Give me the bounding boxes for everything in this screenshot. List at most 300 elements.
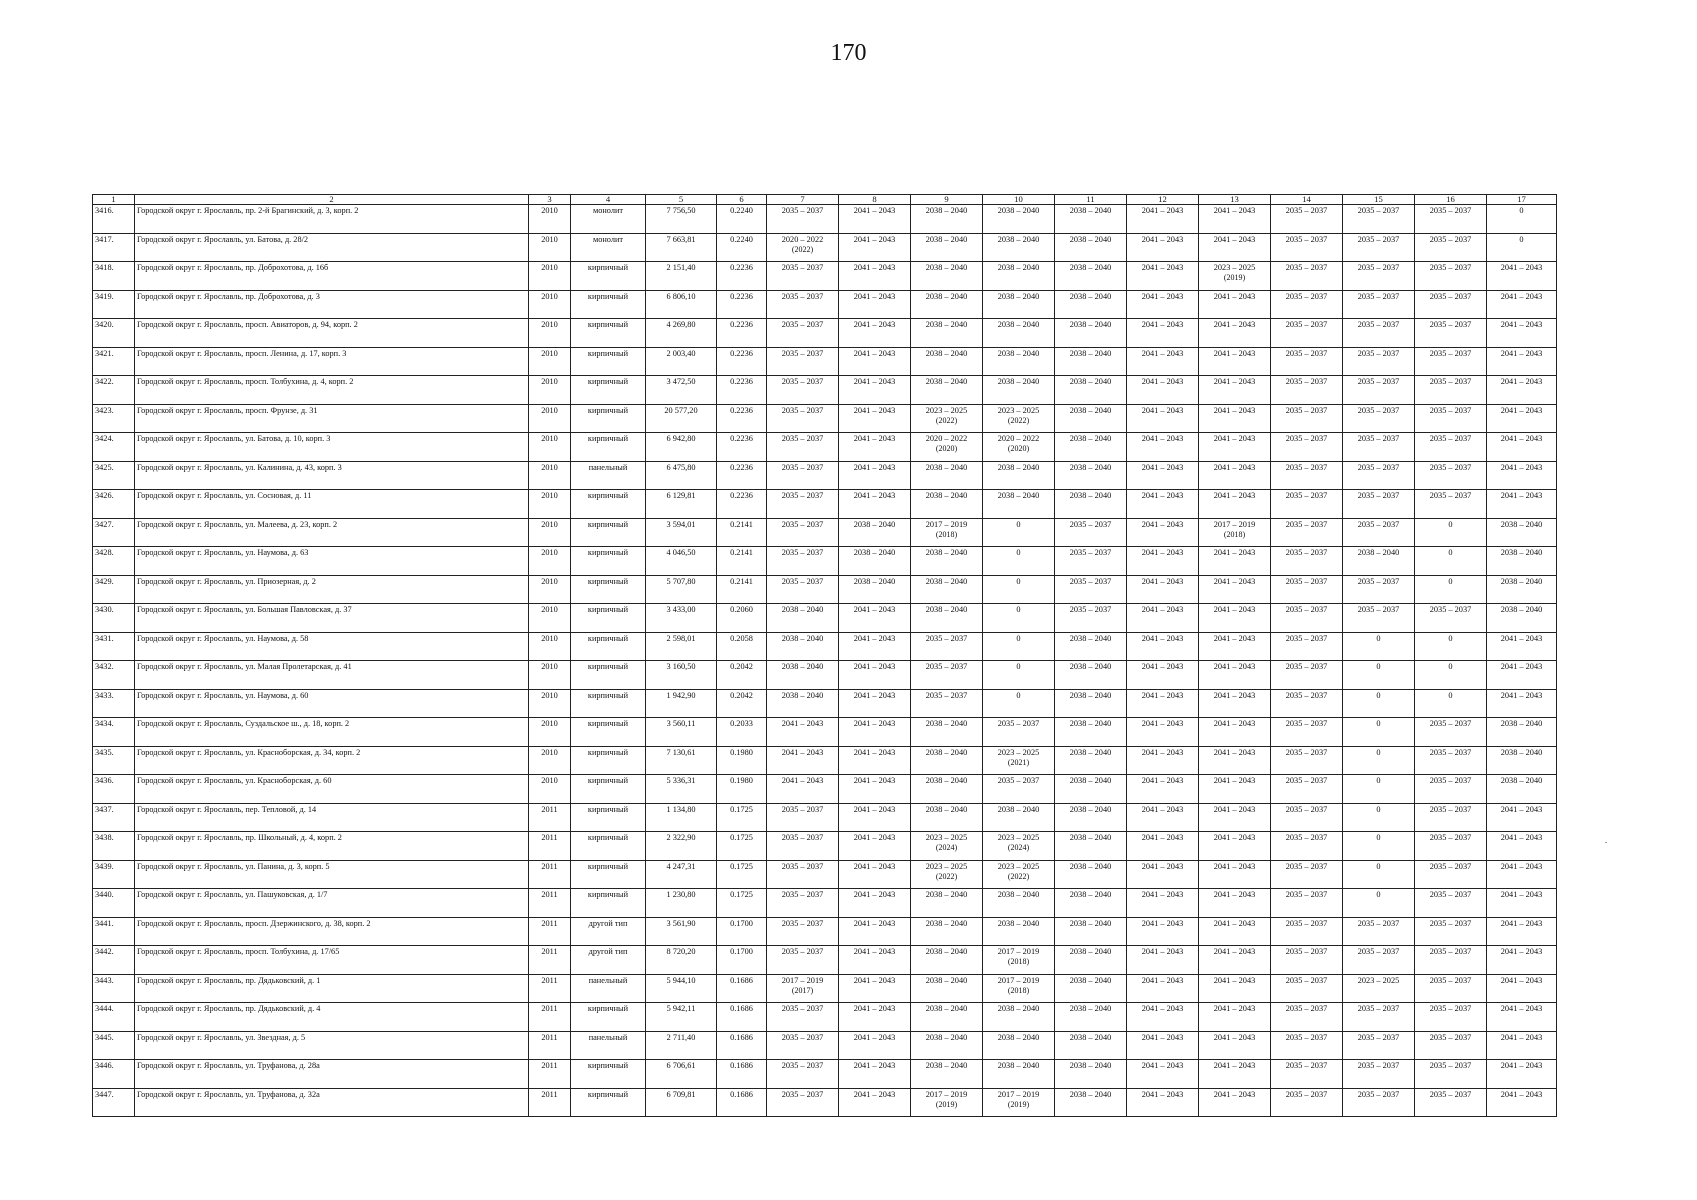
period-col-7: 2035 – 2037 xyxy=(767,1088,839,1117)
period-col-12: 2041 – 2043 xyxy=(1127,490,1199,519)
row-number: 3421. xyxy=(93,347,135,376)
coefficient: 0.1686 xyxy=(717,974,767,1003)
period-col-8: 2041 – 2043 xyxy=(839,1031,911,1060)
period-col-7: 2041 – 2043 xyxy=(767,775,839,804)
period-col-17: 2038 – 2040 xyxy=(1487,547,1557,576)
row-number: 3432. xyxy=(93,661,135,690)
build-year: 2010 xyxy=(529,775,571,804)
period-col-12: 2041 – 2043 xyxy=(1127,604,1199,633)
area: 6 709,81 xyxy=(646,1088,717,1117)
address: Городской округ г. Ярославль, ул. Наумова, д. 58 xyxy=(135,632,529,661)
period-col-7: 2035 – 2037 xyxy=(767,376,839,405)
period-col-11: 2038 – 2040 xyxy=(1055,490,1127,519)
period-col-17: 2041 – 2043 xyxy=(1487,490,1557,519)
period-col-14: 2035 – 2037 xyxy=(1271,860,1343,889)
period-col-7: 2041 – 2043 xyxy=(767,718,839,747)
period-col-11: 2038 – 2040 xyxy=(1055,233,1127,262)
table-row xyxy=(93,746,1557,775)
column-header: 5 xyxy=(646,195,717,205)
build-year: 2010 xyxy=(529,262,571,291)
build-year: 2010 xyxy=(529,404,571,433)
period-col-10: 0 xyxy=(983,632,1055,661)
build-year: 2011 xyxy=(529,860,571,889)
period-col-16: 2035 – 2037 xyxy=(1415,917,1487,946)
row-number: 3436. xyxy=(93,775,135,804)
period-col-7: 2038 – 2040 xyxy=(767,661,839,690)
period-col-8: 2041 – 2043 xyxy=(839,604,911,633)
period-col-16: 2035 – 2037 xyxy=(1415,832,1487,861)
period-col-10: 2038 – 2040 xyxy=(983,490,1055,519)
period-col-14: 2035 – 2037 xyxy=(1271,205,1343,234)
period-col-7: 2035 – 2037 xyxy=(767,547,839,576)
period-col-10: 2017 – 2019 (2018) xyxy=(983,974,1055,1003)
period-col-9: 2035 – 2037 xyxy=(911,661,983,690)
period-col-15: 2035 – 2037 xyxy=(1343,917,1415,946)
row-number: 3425. xyxy=(93,461,135,490)
address: Городской округ г. Ярославль, пер. Тепловой, д. 14 xyxy=(135,803,529,832)
period-col-12: 2041 – 2043 xyxy=(1127,689,1199,718)
period-col-10: 2038 – 2040 xyxy=(983,1031,1055,1060)
housing-register-table xyxy=(92,194,1557,1117)
row-number: 3444. xyxy=(93,1003,135,1032)
period-col-14: 2035 – 2037 xyxy=(1271,604,1343,633)
coefficient: 0.2236 xyxy=(717,433,767,462)
period-col-7: 2035 – 2037 xyxy=(767,803,839,832)
wall-material: кирпичный xyxy=(571,490,646,519)
table-row xyxy=(93,1003,1557,1032)
period-col-16: 2035 – 2037 xyxy=(1415,1031,1487,1060)
wall-material: кирпичный xyxy=(571,404,646,433)
period-col-12: 2041 – 2043 xyxy=(1127,461,1199,490)
area: 7 756,50 xyxy=(646,205,717,234)
row-number: 3428. xyxy=(93,547,135,576)
area: 6 942,80 xyxy=(646,433,717,462)
period-col-13: 2041 – 2043 xyxy=(1199,718,1271,747)
period-col-16: 2035 – 2037 xyxy=(1415,376,1487,405)
area: 6 129,81 xyxy=(646,490,717,519)
build-year: 2011 xyxy=(529,946,571,975)
table-row xyxy=(93,832,1557,861)
address: Городской округ г. Ярославль, ул. Батова, д. 10, корп. 3 xyxy=(135,433,529,462)
period-col-7: 2035 – 2037 xyxy=(767,490,839,519)
address: Городской округ г. Ярославль, просп. Фрунзе, д. 31 xyxy=(135,404,529,433)
wall-material: кирпичный xyxy=(571,518,646,547)
row-number: 3430. xyxy=(93,604,135,633)
period-col-17: 2041 – 2043 xyxy=(1487,860,1557,889)
build-year: 2011 xyxy=(529,1060,571,1089)
period-col-9: 2038 – 2040 xyxy=(911,490,983,519)
area: 3 433,00 xyxy=(646,604,717,633)
period-col-14: 2035 – 2037 xyxy=(1271,290,1343,319)
table-row xyxy=(93,889,1557,918)
table-row xyxy=(93,1031,1557,1060)
period-col-17: 2041 – 2043 xyxy=(1487,803,1557,832)
period-col-14: 2035 – 2037 xyxy=(1271,718,1343,747)
coefficient: 0.2236 xyxy=(717,490,767,519)
coefficient: 0.1725 xyxy=(717,832,767,861)
address: Городской округ г. Ярославль, пр. 2-й Брагинский, д. 3, корп. 2 xyxy=(135,205,529,234)
period-col-9: 2038 – 2040 xyxy=(911,718,983,747)
period-col-9: 2017 – 2019 (2019) xyxy=(911,1088,983,1117)
row-number: 3422. xyxy=(93,376,135,405)
period-col-12: 2041 – 2043 xyxy=(1127,319,1199,348)
period-col-9: 2038 – 2040 xyxy=(911,461,983,490)
period-col-14: 2035 – 2037 xyxy=(1271,262,1343,291)
area: 6 806,10 xyxy=(646,290,717,319)
build-year: 2011 xyxy=(529,974,571,1003)
build-year: 2010 xyxy=(529,547,571,576)
coefficient: 0.1686 xyxy=(717,1031,767,1060)
period-col-13: 2041 – 2043 xyxy=(1199,860,1271,889)
row-number: 3423. xyxy=(93,404,135,433)
column-header: 16 xyxy=(1415,195,1487,205)
period-col-10: 2035 – 2037 xyxy=(983,718,1055,747)
wall-material: кирпичный xyxy=(571,290,646,319)
build-year: 2010 xyxy=(529,604,571,633)
period-col-13: 2041 – 2043 xyxy=(1199,290,1271,319)
period-col-10: 2038 – 2040 xyxy=(983,803,1055,832)
period-col-8: 2041 – 2043 xyxy=(839,746,911,775)
column-header: 9 xyxy=(911,195,983,205)
period-col-15: 2035 – 2037 xyxy=(1343,461,1415,490)
period-col-16: 0 xyxy=(1415,547,1487,576)
address: Городской округ г. Ярославль, ул. Красноборская, д. 60 xyxy=(135,775,529,804)
column-header: 3 xyxy=(529,195,571,205)
period-col-12: 2041 – 2043 xyxy=(1127,1003,1199,1032)
period-col-9: 2023 – 2025 (2022) xyxy=(911,404,983,433)
period-col-13: 2041 – 2043 xyxy=(1199,575,1271,604)
period-col-7: 2035 – 2037 xyxy=(767,262,839,291)
period-col-7: 2035 – 2037 xyxy=(767,1060,839,1089)
coefficient: 0.2141 xyxy=(717,575,767,604)
period-col-11: 2038 – 2040 xyxy=(1055,1060,1127,1089)
table-row xyxy=(93,604,1557,633)
period-col-15: 2038 – 2040 xyxy=(1343,547,1415,576)
period-col-11: 2035 – 2037 xyxy=(1055,518,1127,547)
period-col-9: 2038 – 2040 xyxy=(911,1060,983,1089)
period-col-16: 2035 – 2037 xyxy=(1415,974,1487,1003)
period-col-11: 2038 – 2040 xyxy=(1055,404,1127,433)
build-year: 2010 xyxy=(529,661,571,690)
address: Городской округ г. Ярославль, просп. Ленина, д. 17, корп. 3 xyxy=(135,347,529,376)
period-col-12: 2041 – 2043 xyxy=(1127,832,1199,861)
period-col-16: 2035 – 2037 xyxy=(1415,1003,1487,1032)
period-col-12: 2041 – 2043 xyxy=(1127,718,1199,747)
address: Городской округ г. Ярославль, просп. Дзержинского, д. 38, корп. 2 xyxy=(135,917,529,946)
row-number: 3442. xyxy=(93,946,135,975)
row-number: 3431. xyxy=(93,632,135,661)
period-col-17: 0 xyxy=(1487,233,1557,262)
period-col-16: 2035 – 2037 xyxy=(1415,775,1487,804)
coefficient: 0.2236 xyxy=(717,290,767,319)
table-row xyxy=(93,319,1557,348)
period-col-16: 2035 – 2037 xyxy=(1415,1060,1487,1089)
period-col-10: 2023 – 2025 (2021) xyxy=(983,746,1055,775)
period-col-13: 2041 – 2043 xyxy=(1199,1060,1271,1089)
period-col-8: 2041 – 2043 xyxy=(839,1060,911,1089)
row-number: 3419. xyxy=(93,290,135,319)
coefficient: 0.1725 xyxy=(717,860,767,889)
period-col-7: 2035 – 2037 xyxy=(767,404,839,433)
period-col-14: 2035 – 2037 xyxy=(1271,632,1343,661)
column-header: 13 xyxy=(1199,195,1271,205)
build-year: 2010 xyxy=(529,233,571,262)
period-col-16: 2035 – 2037 xyxy=(1415,889,1487,918)
column-header: 4 xyxy=(571,195,646,205)
period-col-10: 2038 – 2040 xyxy=(983,917,1055,946)
wall-material: кирпичный xyxy=(571,718,646,747)
period-col-8: 2041 – 2043 xyxy=(839,889,911,918)
period-col-8: 2041 – 2043 xyxy=(839,490,911,519)
period-col-12: 2041 – 2043 xyxy=(1127,233,1199,262)
column-number-row xyxy=(93,195,1557,205)
table-row xyxy=(93,632,1557,661)
build-year: 2011 xyxy=(529,1003,571,1032)
row-number: 3446. xyxy=(93,1060,135,1089)
address: Городской округ г. Ярославль, пр. Доброхотова, д. 16б xyxy=(135,262,529,291)
period-col-10: 0 xyxy=(983,547,1055,576)
period-col-9: 2038 – 2040 xyxy=(911,604,983,633)
period-col-14: 2035 – 2037 xyxy=(1271,1088,1343,1117)
address: Городской округ г. Ярославль, ул. Труфанова, д. 28а xyxy=(135,1060,529,1089)
period-col-17: 2038 – 2040 xyxy=(1487,775,1557,804)
table-row xyxy=(93,803,1557,832)
period-col-10: 2038 – 2040 xyxy=(983,461,1055,490)
table-header xyxy=(93,195,1557,205)
period-col-17: 2038 – 2040 xyxy=(1487,604,1557,633)
period-col-12: 2041 – 2043 xyxy=(1127,917,1199,946)
area: 2 711,40 xyxy=(646,1031,717,1060)
table-row xyxy=(93,917,1557,946)
period-col-9: 2038 – 2040 xyxy=(911,946,983,975)
period-col-15: 2035 – 2037 xyxy=(1343,490,1415,519)
address: Городской округ г. Ярославль, ул. Калинина, д. 43, корп. 3 xyxy=(135,461,529,490)
period-col-16: 2035 – 2037 xyxy=(1415,803,1487,832)
period-col-11: 2035 – 2037 xyxy=(1055,604,1127,633)
table-row xyxy=(93,1088,1557,1117)
build-year: 2010 xyxy=(529,347,571,376)
period-col-10: 0 xyxy=(983,604,1055,633)
period-col-15: 2023 – 2025 xyxy=(1343,974,1415,1003)
period-col-15: 2035 – 2037 xyxy=(1343,1060,1415,1089)
period-col-11: 2038 – 2040 xyxy=(1055,433,1127,462)
period-col-12: 2041 – 2043 xyxy=(1127,290,1199,319)
wall-material: кирпичный xyxy=(571,433,646,462)
period-col-12: 2041 – 2043 xyxy=(1127,347,1199,376)
period-col-11: 2038 – 2040 xyxy=(1055,632,1127,661)
period-col-13: 2041 – 2043 xyxy=(1199,319,1271,348)
period-col-16: 2035 – 2037 xyxy=(1415,490,1487,519)
area: 1 230,80 xyxy=(646,889,717,918)
period-col-15: 0 xyxy=(1343,718,1415,747)
coefficient: 0.2033 xyxy=(717,718,767,747)
period-col-7: 2035 – 2037 xyxy=(767,946,839,975)
period-col-10: 0 xyxy=(983,661,1055,690)
period-col-8: 2041 – 2043 xyxy=(839,974,911,1003)
period-col-15: 2035 – 2037 xyxy=(1343,205,1415,234)
period-col-14: 2035 – 2037 xyxy=(1271,518,1343,547)
period-col-13: 2041 – 2043 xyxy=(1199,746,1271,775)
period-col-10: 2038 – 2040 xyxy=(983,1060,1055,1089)
period-col-13: 2041 – 2043 xyxy=(1199,205,1271,234)
period-col-9: 2038 – 2040 xyxy=(911,746,983,775)
period-col-16: 2035 – 2037 xyxy=(1415,718,1487,747)
table-row xyxy=(93,347,1557,376)
period-col-8: 2041 – 2043 xyxy=(839,404,911,433)
period-col-17: 2041 – 2043 xyxy=(1487,689,1557,718)
area: 1 942,90 xyxy=(646,689,717,718)
build-year: 2010 xyxy=(529,689,571,718)
period-col-7: 2035 – 2037 xyxy=(767,1003,839,1032)
wall-material: панельный xyxy=(571,461,646,490)
period-col-16: 2035 – 2037 xyxy=(1415,946,1487,975)
build-year: 2010 xyxy=(529,376,571,405)
table-row xyxy=(93,575,1557,604)
address: Городской округ г. Ярославль, ул. Малеева, д. 23, корп. 2 xyxy=(135,518,529,547)
period-col-12: 2041 – 2043 xyxy=(1127,860,1199,889)
period-col-9: 2038 – 2040 xyxy=(911,233,983,262)
period-col-17: 2041 – 2043 xyxy=(1487,1088,1557,1117)
wall-material: кирпичный xyxy=(571,632,646,661)
period-col-15: 0 xyxy=(1343,632,1415,661)
period-col-15: 0 xyxy=(1343,661,1415,690)
period-col-13: 2041 – 2043 xyxy=(1199,974,1271,1003)
period-col-17: 2038 – 2040 xyxy=(1487,718,1557,747)
period-col-13: 2041 – 2043 xyxy=(1199,803,1271,832)
wall-material: кирпичный xyxy=(571,604,646,633)
period-col-9: 2038 – 2040 xyxy=(911,1003,983,1032)
period-col-9: 2035 – 2037 xyxy=(911,632,983,661)
period-col-8: 2041 – 2043 xyxy=(839,917,911,946)
period-col-14: 2035 – 2037 xyxy=(1271,461,1343,490)
period-col-9: 2038 – 2040 xyxy=(911,1031,983,1060)
period-col-17: 2038 – 2040 xyxy=(1487,575,1557,604)
table-row xyxy=(93,974,1557,1003)
area: 2 322,90 xyxy=(646,832,717,861)
period-col-12: 2041 – 2043 xyxy=(1127,661,1199,690)
period-col-14: 2035 – 2037 xyxy=(1271,803,1343,832)
period-col-15: 2035 – 2037 xyxy=(1343,1003,1415,1032)
period-col-16: 2035 – 2037 xyxy=(1415,233,1487,262)
address: Городской округ г. Ярославль, просп. Толбухина, д. 4, корп. 2 xyxy=(135,376,529,405)
period-col-16: 2035 – 2037 xyxy=(1415,205,1487,234)
period-col-14: 2035 – 2037 xyxy=(1271,490,1343,519)
coefficient: 0.1686 xyxy=(717,1060,767,1089)
row-number: 3416. xyxy=(93,205,135,234)
wall-material: кирпичный xyxy=(571,689,646,718)
period-col-9: 2038 – 2040 xyxy=(911,575,983,604)
address: Городской округ г. Ярославль, ул. Пашуковская, д. 1/7 xyxy=(135,889,529,918)
period-col-14: 2035 – 2037 xyxy=(1271,832,1343,861)
period-col-11: 2038 – 2040 xyxy=(1055,746,1127,775)
period-col-10: 2038 – 2040 xyxy=(983,262,1055,291)
build-year: 2011 xyxy=(529,889,571,918)
period-col-17: 2038 – 2040 xyxy=(1487,518,1557,547)
period-col-16: 2035 – 2037 xyxy=(1415,319,1487,348)
period-col-16: 2035 – 2037 xyxy=(1415,347,1487,376)
period-col-15: 2035 – 2037 xyxy=(1343,518,1415,547)
period-col-16: 2035 – 2037 xyxy=(1415,290,1487,319)
table-row xyxy=(93,205,1557,234)
period-col-12: 2041 – 2043 xyxy=(1127,803,1199,832)
period-col-16: 2035 – 2037 xyxy=(1415,461,1487,490)
period-col-11: 2038 – 2040 xyxy=(1055,205,1127,234)
period-col-7: 2038 – 2040 xyxy=(767,632,839,661)
period-col-14: 2035 – 2037 xyxy=(1271,319,1343,348)
row-number: 3433. xyxy=(93,689,135,718)
build-year: 2010 xyxy=(529,575,571,604)
column-header: 6 xyxy=(717,195,767,205)
period-col-13: 2041 – 2043 xyxy=(1199,604,1271,633)
table-row xyxy=(93,775,1557,804)
period-col-11: 2038 – 2040 xyxy=(1055,832,1127,861)
area: 3 160,50 xyxy=(646,661,717,690)
period-col-12: 2041 – 2043 xyxy=(1127,746,1199,775)
period-col-17: 2041 – 2043 xyxy=(1487,1060,1557,1089)
column-header: 2 xyxy=(135,195,529,205)
period-col-7: 2035 – 2037 xyxy=(767,319,839,348)
period-col-14: 2035 – 2037 xyxy=(1271,575,1343,604)
address: Городской округ г. Ярославль, ул. Панина, д. 3, корп. 5 xyxy=(135,860,529,889)
period-col-13: 2041 – 2043 xyxy=(1199,1031,1271,1060)
period-col-10: 2038 – 2040 xyxy=(983,233,1055,262)
period-col-15: 0 xyxy=(1343,889,1415,918)
period-col-12: 2041 – 2043 xyxy=(1127,262,1199,291)
wall-material: кирпичный xyxy=(571,262,646,291)
period-col-10: 0 xyxy=(983,518,1055,547)
table-row xyxy=(93,433,1557,462)
period-col-9: 2017 – 2019 (2018) xyxy=(911,518,983,547)
period-col-8: 2041 – 2043 xyxy=(839,319,911,348)
period-col-11: 2038 – 2040 xyxy=(1055,661,1127,690)
area: 6 475,80 xyxy=(646,461,717,490)
build-year: 2010 xyxy=(529,319,571,348)
table-row xyxy=(93,860,1557,889)
build-year: 2011 xyxy=(529,1031,571,1060)
area: 3 560,11 xyxy=(646,718,717,747)
period-col-9: 2038 – 2040 xyxy=(911,347,983,376)
table-row xyxy=(93,518,1557,547)
area: 7 130,61 xyxy=(646,746,717,775)
period-col-8: 2041 – 2043 xyxy=(839,689,911,718)
period-col-14: 2035 – 2037 xyxy=(1271,661,1343,690)
period-col-16: 0 xyxy=(1415,661,1487,690)
area: 8 720,20 xyxy=(646,946,717,975)
area: 4 269,80 xyxy=(646,319,717,348)
row-number: 3447. xyxy=(93,1088,135,1117)
address: Городской округ г. Ярославль, ул. Наумова, д. 60 xyxy=(135,689,529,718)
period-col-16: 2035 – 2037 xyxy=(1415,262,1487,291)
area: 2 598,01 xyxy=(646,632,717,661)
period-col-10: 2017 – 2019 (2018) xyxy=(983,946,1055,975)
build-year: 2010 xyxy=(529,518,571,547)
build-year: 2010 xyxy=(529,718,571,747)
period-col-9: 2023 – 2025 (2024) xyxy=(911,832,983,861)
table-row xyxy=(93,290,1557,319)
period-col-14: 2035 – 2037 xyxy=(1271,1003,1343,1032)
period-col-14: 2035 – 2037 xyxy=(1271,889,1343,918)
period-col-16: 2035 – 2037 xyxy=(1415,1088,1487,1117)
period-col-16: 0 xyxy=(1415,575,1487,604)
build-year: 2010 xyxy=(529,433,571,462)
area: 5 944,10 xyxy=(646,974,717,1003)
period-col-16: 2035 – 2037 xyxy=(1415,404,1487,433)
address: Городской округ г. Ярославль, ул. Красноборская, д. 34, корп. 2 xyxy=(135,746,529,775)
coefficient: 0.2060 xyxy=(717,604,767,633)
period-col-14: 2035 – 2037 xyxy=(1271,775,1343,804)
address: Городской округ г. Ярославль, ул. Приозерная, д. 2 xyxy=(135,575,529,604)
table-row xyxy=(93,376,1557,405)
